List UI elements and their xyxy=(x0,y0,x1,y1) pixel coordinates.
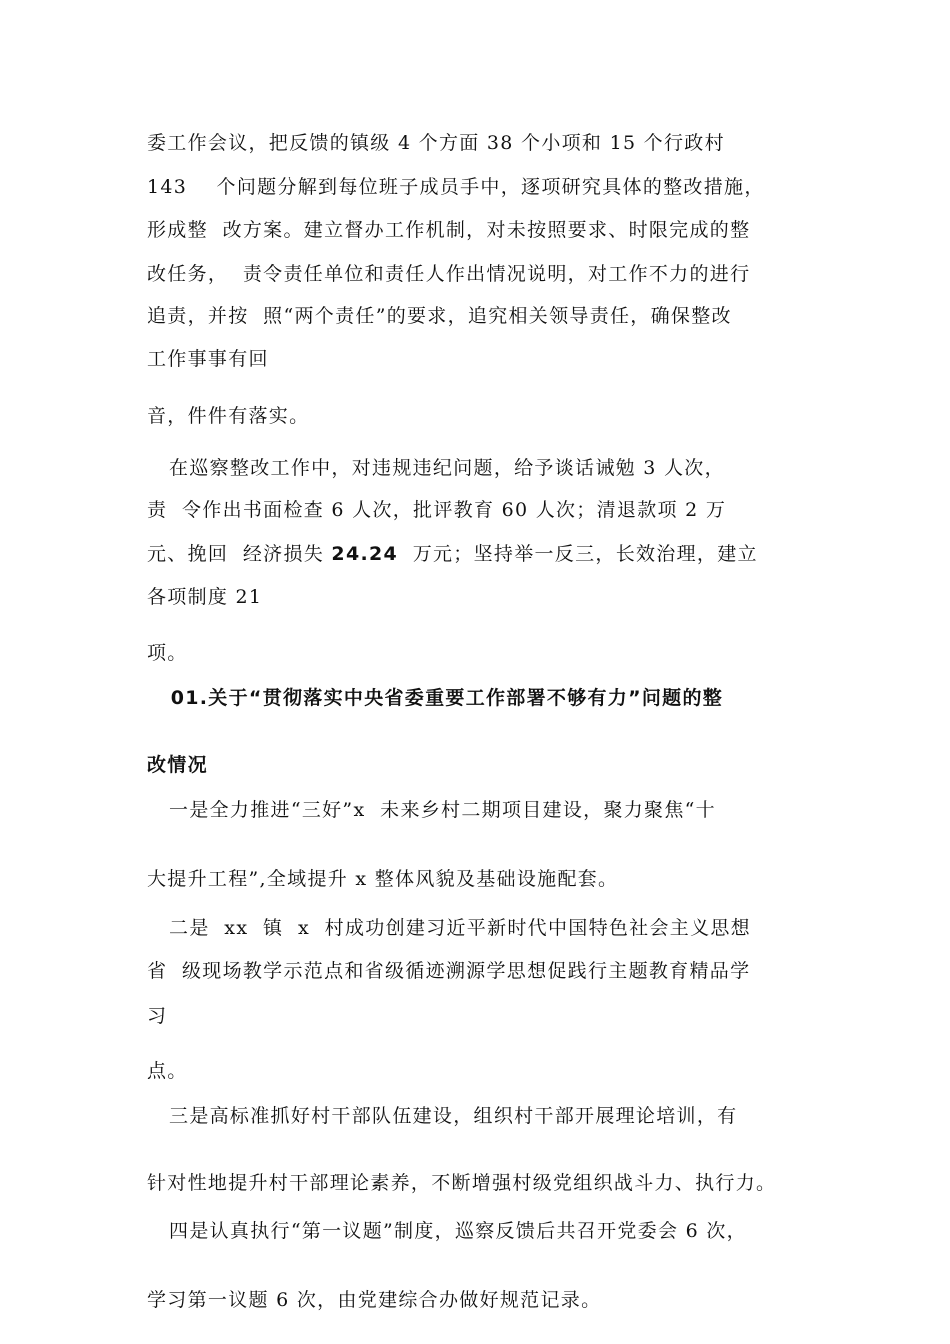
paragraph-line: 各项制度 21 xyxy=(147,586,263,608)
list-item: 习 xyxy=(147,1005,168,1027)
paragraph-line: 追责，并按 照“两个责任”的要求，追究相关领导责任，确保整改 xyxy=(147,305,732,327)
paragraph-line: 项。 xyxy=(147,642,188,664)
paragraph-line: 形成整 改方案。建立督办工作机制，对未按照要求、时限完成的整 xyxy=(147,219,751,241)
paragraph-line: 工作事事有回 xyxy=(147,348,269,370)
amount-value: 24.24 xyxy=(331,543,399,565)
paragraph-line: 在巡察整改工作中，对违规违纪问题，给予谈话诫勉 3 人次， xyxy=(147,457,725,479)
list-item: 学习第一议题 6 次，由党建综合办做好规范记录。 xyxy=(147,1289,602,1311)
paragraph-line: 音，件件有落实。 xyxy=(147,405,310,427)
paragraph-line xyxy=(147,541,758,567)
list-item: 省 级现场教学示范点和省级循迹溯源学思想促践行主题教育精品学 xyxy=(147,960,751,982)
section-heading: 01.关于“贯彻落实中央省委重要工作部署不够有力”问题的整 xyxy=(147,687,724,709)
list-item: 针对性地提升村干部理论素养，不断增强村级党组织战斗力、执行力。 xyxy=(147,1172,777,1194)
section-heading: 改情况 xyxy=(147,754,208,776)
list-item: 四是认真执行“第一议题”制度，巡察反馈后共召开党委会 6 次， xyxy=(147,1220,747,1242)
paragraph-line: 责 令作出书面检查 6 人次，批评教育 60 人次；清退款项 2 万 xyxy=(147,499,727,521)
list-item: 大提升工程”,全域提升 x 整体风貌及基础设施配套。 xyxy=(147,868,619,890)
list-item: 三是高标准抓好村干部队伍建设，组织村干部开展理论培训，有 xyxy=(147,1105,738,1127)
text-run: 元、挽回 经济损失 xyxy=(147,543,332,565)
paragraph-line: 改任务， 责令责任单位和责任人作出情况说明，对工作不力的进行 xyxy=(147,263,751,285)
paragraph-line: 143 个问题分解到每位班子成员手中，逐项研究具体的整改措施， xyxy=(147,176,765,198)
list-item: 二是 xx 镇 x 村成功创建习近平新时代中国特色社会主义思想 xyxy=(147,917,751,939)
text-run: 万元；坚持举一反三，长效治理，建立 xyxy=(398,543,758,565)
list-item: 点。 xyxy=(147,1060,188,1082)
paragraph-line: 委工作会议，把反馈的镇级 4 个方面 38 个小项和 15 个行政村 xyxy=(147,132,725,154)
list-item: 一是全力推进“三好”x 未来乡村二期项目建设，聚力聚焦“十 xyxy=(147,799,716,821)
